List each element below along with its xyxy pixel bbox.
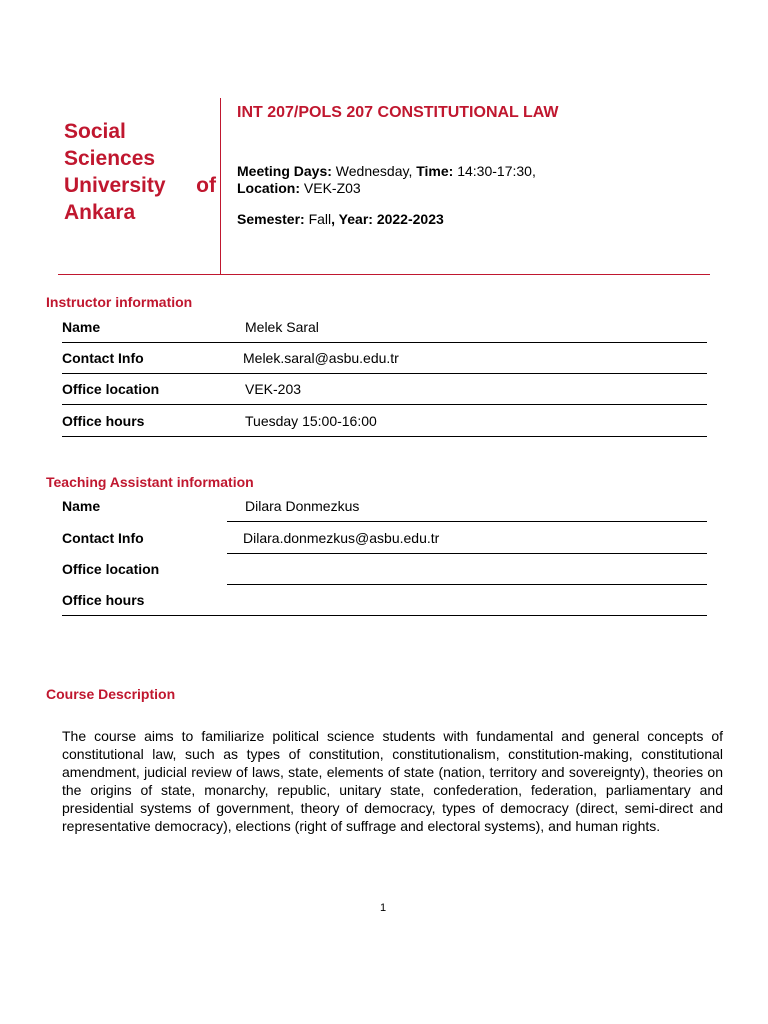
instructor-row-office-hours	[62, 406, 707, 437]
row-label: Office hours	[62, 592, 145, 608]
row-value: Melek.saral@asbu.edu.tr	[243, 350, 399, 366]
meeting-days-value: Wednesday,	[331, 163, 417, 179]
year-label: , Year: 2022-2023	[331, 211, 444, 227]
header-horizontal-divider	[58, 274, 710, 275]
meeting-info-line	[237, 163, 536, 180]
row-value: Tuesday 15:00-16:00	[245, 413, 377, 429]
course-description-text: The course aims to familiarize political science students with fundamental and general concepts of constitutional law, such as types of constitution, constitutionalism, constitution-making, constitutional amendment, judicial review of laws, state, elements of state (nation, territory and sovereignty), theories on the origins of state, monarchy, republic, unitary state, confederation, federation, parliamentary and presidential systems of government, theory of democracy, types of democracy (direct, semi-direct and representative democracy), elections (right of suffrage and electoral systems), and human rights.	[62, 728, 723, 834]
instructor-row-office-location	[62, 374, 707, 405]
row-divider	[62, 404, 707, 405]
row-label: Office hours	[62, 413, 145, 429]
assistant-row-contact	[62, 523, 707, 554]
location-value: VEK-Z03	[300, 180, 361, 196]
assistant-section-title: Teaching Assistant information	[46, 474, 254, 490]
row-value: VEK-203	[245, 381, 302, 397]
semester-value: Fall	[304, 211, 332, 227]
semester-label: Semester:	[237, 211, 305, 227]
location-line	[237, 180, 361, 197]
instructor-row-name	[62, 312, 707, 343]
university-name	[64, 118, 216, 226]
row-label: Office location	[62, 381, 160, 397]
row-divider	[62, 436, 707, 437]
university-line-4: Ankara	[64, 201, 136, 224]
university-line-2: Sciences	[64, 147, 156, 170]
instructor-row-contact	[62, 343, 707, 374]
row-value: Dilara Donmezkus	[245, 498, 360, 514]
row-label: Office location	[62, 561, 160, 577]
time-value: 14:30-17:30,	[453, 163, 536, 179]
row-label: Name	[62, 319, 101, 335]
row-value: Melek Saral	[245, 319, 319, 335]
course-title: INT 207/POLS 207 CONSTITUTIONAL LAW	[237, 104, 559, 121]
assistant-row-name	[62, 491, 707, 522]
row-label: Contact Info	[62, 350, 144, 366]
university-line-3: University of	[64, 174, 216, 197]
assistant-row-office-hours	[62, 585, 707, 616]
time-label: Time:	[416, 163, 454, 179]
row-value: Dilara.donmezkus@asbu.edu.tr	[243, 530, 440, 546]
location-label: Location:	[237, 180, 300, 196]
instructor-section-title: Instructor information	[46, 294, 193, 310]
header-vertical-divider	[220, 98, 221, 275]
row-label: Name	[62, 498, 101, 514]
row-label: Contact Info	[62, 530, 144, 546]
meeting-days-label: Meeting Days:	[237, 163, 332, 179]
course-description-title: Course Description	[46, 686, 176, 702]
row-divider	[62, 615, 707, 616]
assistant-row-office-location	[62, 554, 707, 585]
semester-line	[237, 211, 444, 228]
row-divider	[227, 521, 707, 522]
university-line-1: Social	[64, 120, 126, 143]
page-number: 1	[380, 902, 387, 914]
